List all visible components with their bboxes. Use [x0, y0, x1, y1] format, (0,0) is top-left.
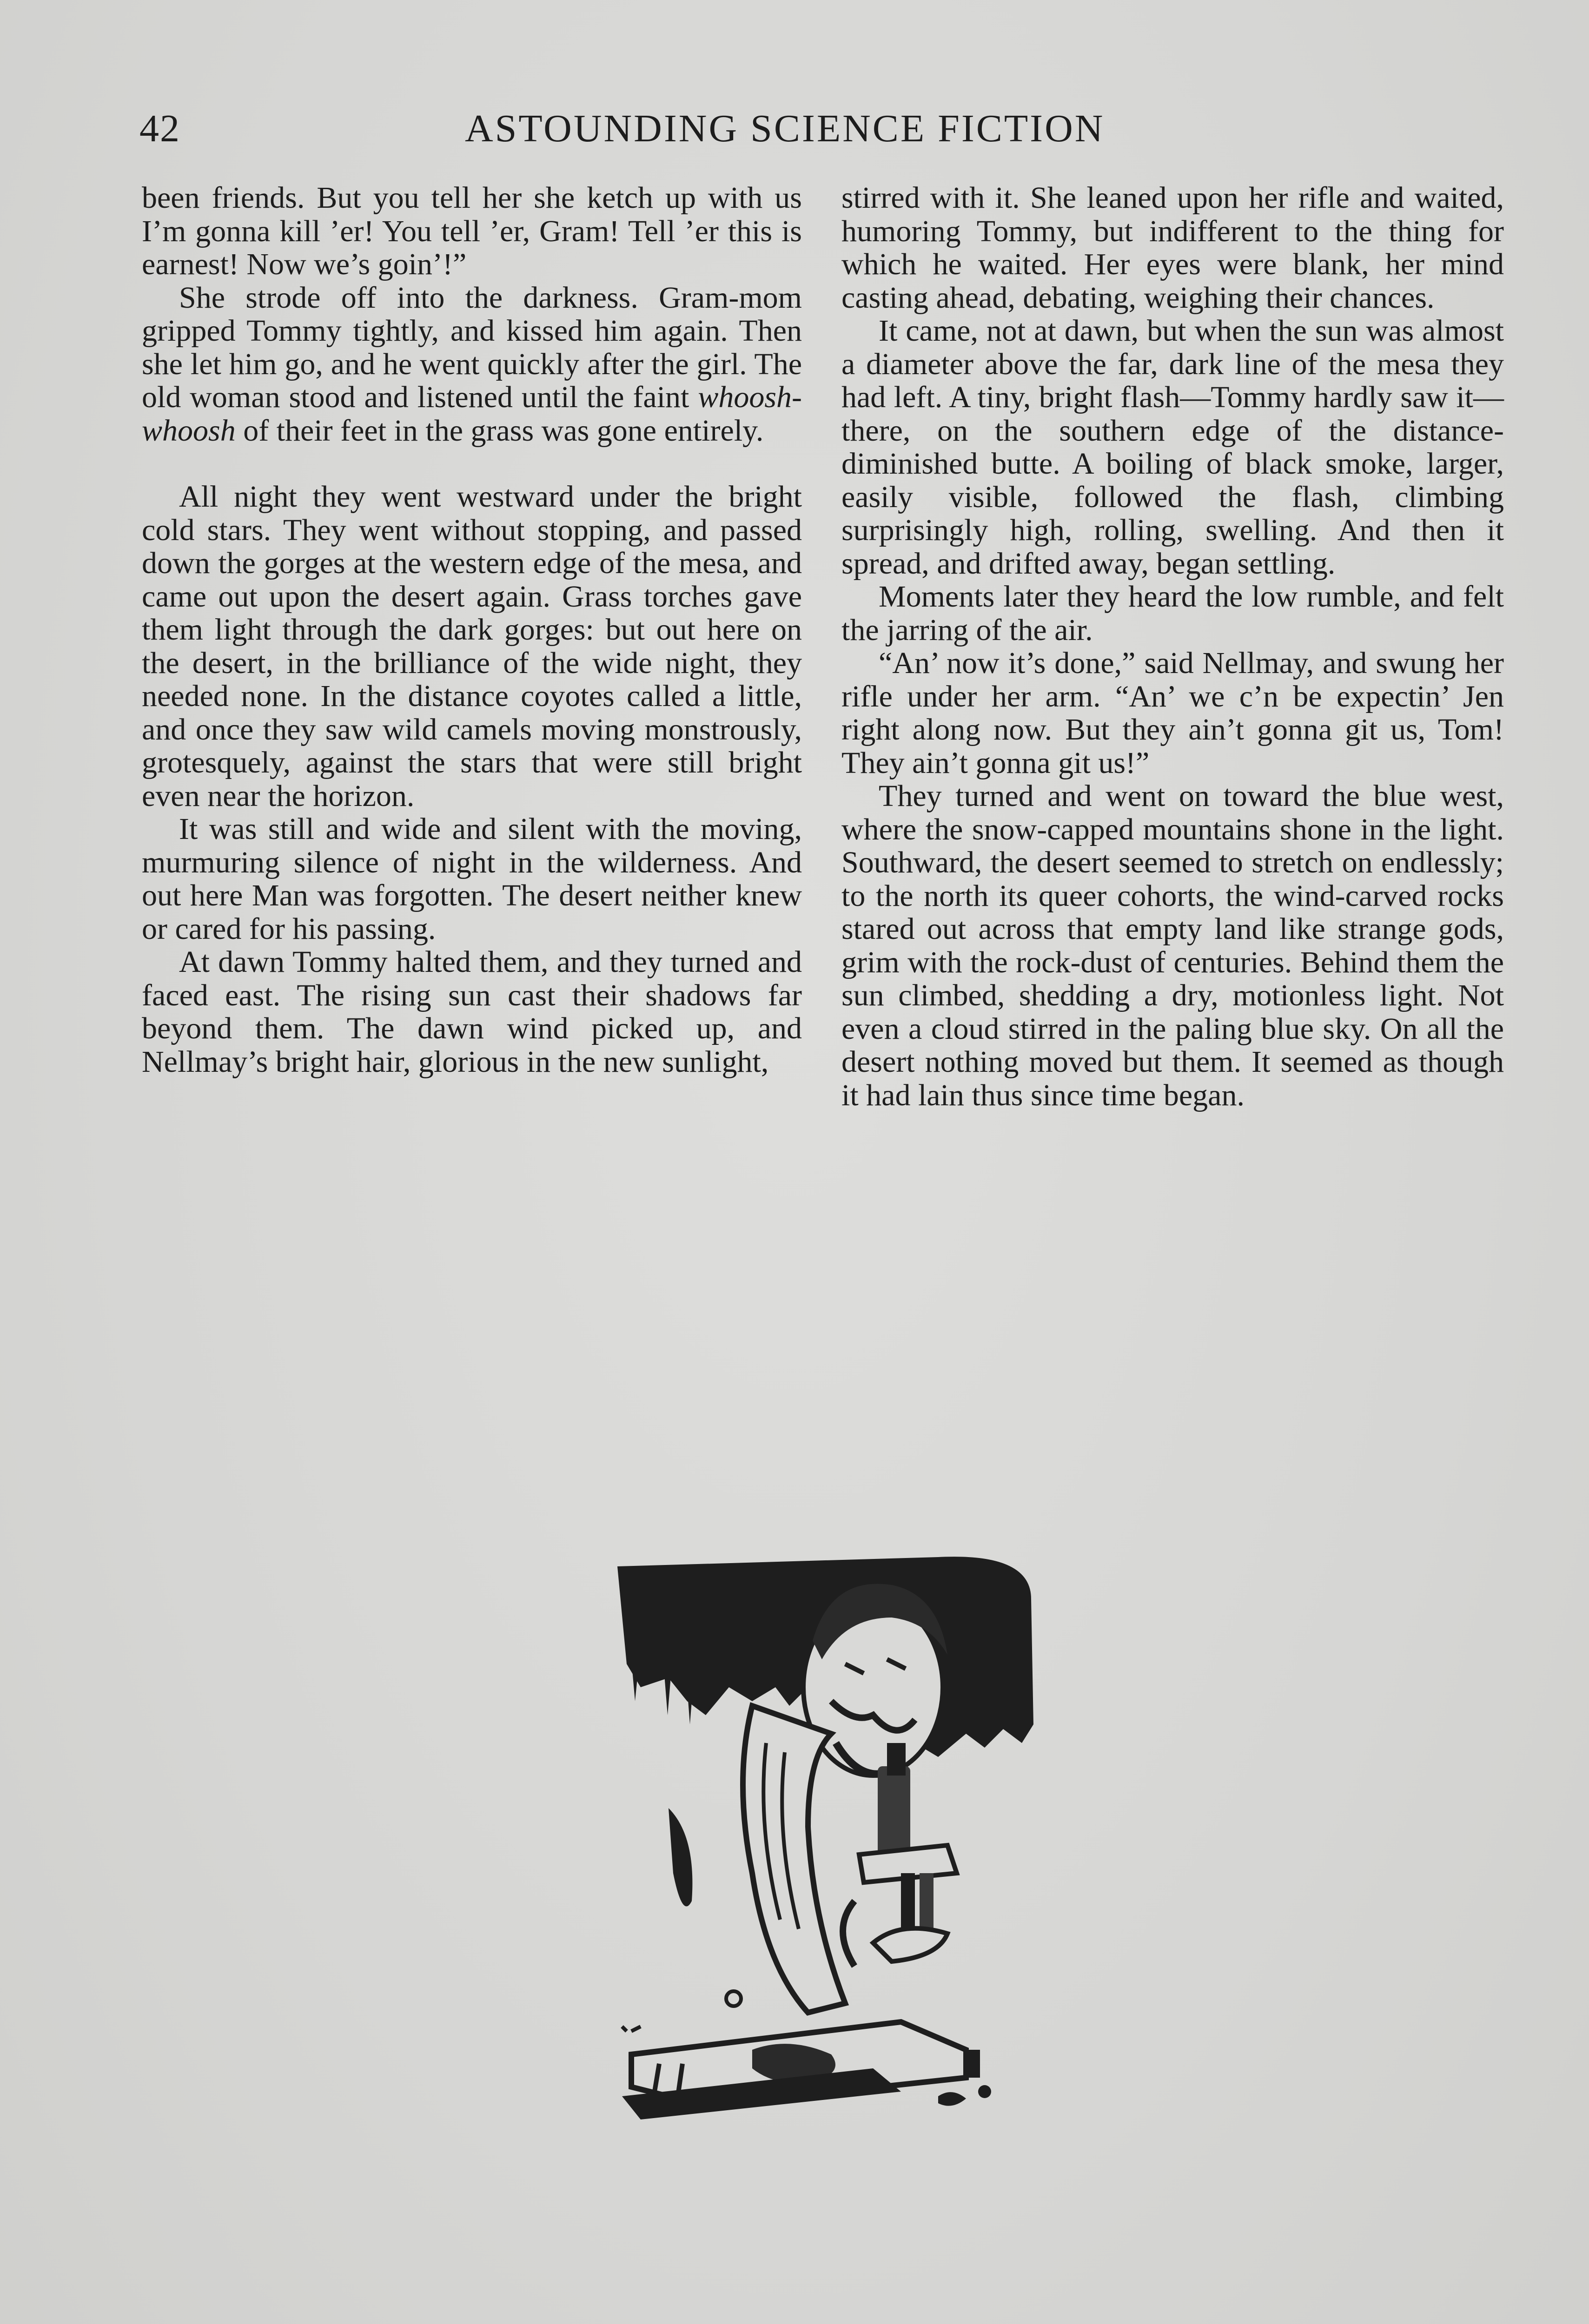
paragraph: stirred with it. She leaned upon her rifle and waited, humoring Tommy, but indifferent to the thing for which he waited. Her eyes were blank, her mind casting ahead, debating, weighing their chances. [841, 181, 1504, 315]
page-header [139, 106, 1371, 162]
right-text-column [841, 181, 1504, 1112]
paragraph: It came, not at dawn, but when the sun was almost a diameter above the far, dark line of the mesa they had left. A tiny, bright flash—Tommy hardly saw it—there, on the southern edge of the distance-diminished butte. A boiling of black smoke, larger, easily visible, followed the flash, climbing surprisingly high, rolling, swelling. And then it spread, and drifted away, began settling. [841, 314, 1504, 581]
paragraph: Moments later they heard the low rumble, and felt the jarring of the air. [841, 580, 1504, 647]
paragraph-text: She strode off into the darkness. Gram-mom gripped Tommy tightly, and kissed him again. Then she let him go, and he went quickly after the girl. The old woman stood and listened until the faint [142, 280, 802, 414]
paragraph: All night they went westward under the bright cold stars. They went without stopping, and passed down the gorges at the western edge of the mesa, and came out upon the desert again. Grass torches gave them light through the dark gorges: but out here on the desert, in the brilliance of the wide night, they needed none. In the distance coyotes called a little, and once they saw wild camels moving monstrously, grotesquely, against the stars that were still bright even near the horizon. [142, 480, 802, 813]
page-number: 42 [139, 107, 180, 150]
paragraph: been friends. But you tell her she ketch up with us I’m gonna kill ’er! You tell ’er, Gram! Tell ’er this is earnest! Now we’s goin’!” [142, 181, 802, 281]
left-text-column [142, 181, 802, 1078]
paragraph [142, 281, 802, 448]
paragraph: They turned and went on toward the blue west, where the snow-capped mountains shone in the light. Southward, the desert seemed to stretch on endlessly; to the north its queer cohorts, the wind-carved rocks stared out across that empty land like strange gods, grim with the rock-dust of centuries. Behind them the sun climbed, shedding a dry, motionless light. Not even a cloud stirred in the paling blue sky. On all the desert nothing moved but them. It seemed as though it had lain thus since time began. [841, 779, 1504, 1112]
italic-phrase: whoosh-whoosh [142, 380, 802, 448]
paragraph: At dawn Tommy halted them, and they turned and faced east. The rising sun cast their shadows far beyond them. The dawn wind picked up, and Nellmay’s bright hair, glorious in the new sunlight, [142, 945, 802, 1079]
scientist-with-microscope-woodcut-icon [613, 1548, 1037, 2143]
paragraph-text: of their feet in the grass was gone entirely. [235, 413, 764, 448]
paragraph: “An’ now it’s done,” said Nellmay, and swung her rifle under her arm. “An’ we c’n be expectin’ Jen right along now. But they ain’t gonna git us, Tom! They ain’t gonna git us!” [841, 646, 1504, 780]
running-head: ASTOUNDING SCIENCE FICTION [465, 107, 1105, 150]
paragraph: It was still and wide and silent with the moving, murmuring silence of night in the wilderness. And out here Man was forgotten. The desert neither knew or cared for his passing. [142, 812, 802, 946]
